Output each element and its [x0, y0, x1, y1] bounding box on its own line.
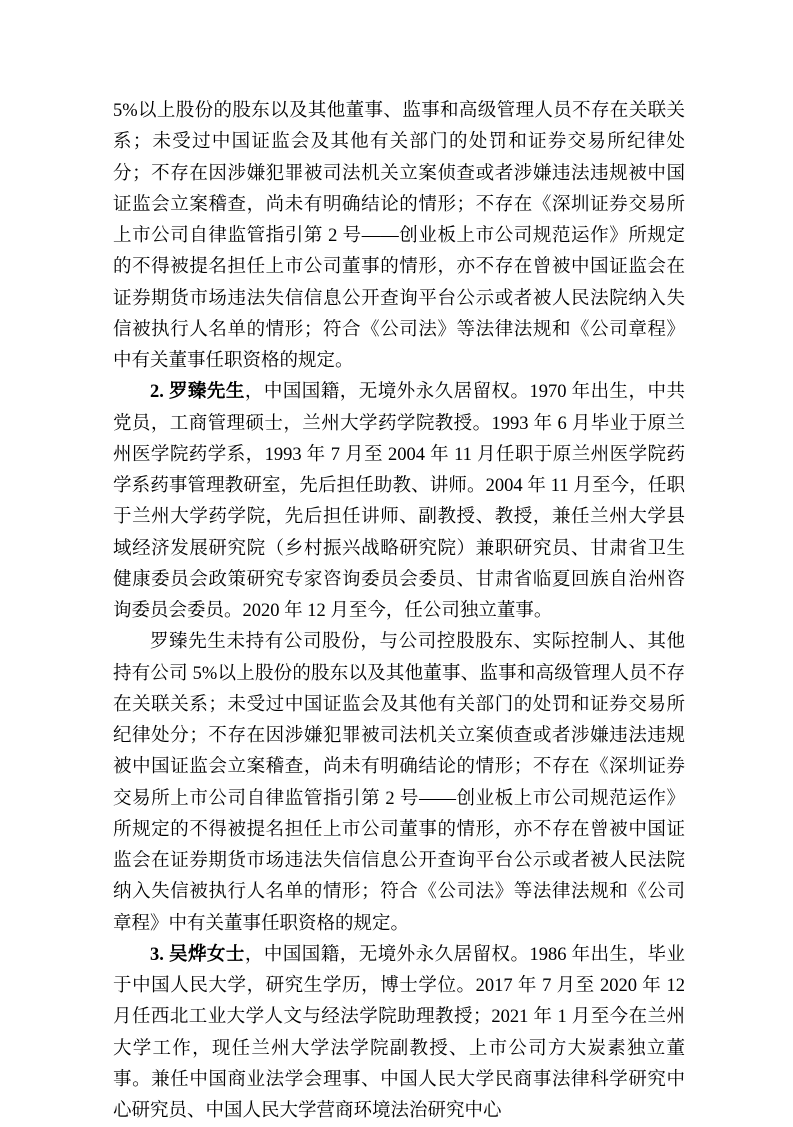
- paragraph-director2-bio: [113, 377, 685, 627]
- director3-name-bold: 3. 吴烨女士: [150, 944, 245, 965]
- director2-name-bold: 2. 罗臻先生: [150, 382, 245, 403]
- paragraph-text: 罗臻先生未持有公司股份，与公司控股股东、实际控制人、其他持有公司 5%以上股份的股东以及其他董事、监事和高级管理人员不存在关联关系；未受过中国证监会及其他有关部门的处罚和证券交易所纪律处分；不存在因涉嫌犯罪被司法机关立案侦查或者涉嫌违法违规被中国证监会立案稽查，尚未有明确结论的情形；不存在《深圳证券交易所上市公司自律监管指引第 2 号——创业板上市公司规范运作》所规定的不得被提名担任上市公司董事的情形，亦不存在曾被中国证监会在证券期货市场违法失信信息公开查询平台公示或者被人民法院纳入失信被执行人名单的情形；符合《公司法》等法律法规和《公司章程》中有关董事任职资格的规定。: [113, 632, 685, 934]
- paragraph-text: ，中国国籍，无境外永久居留权。1986 年出生，毕业于中国人民大学，研究生学历，博士学位。2017 年 7 月至 2020 年 12 月任西北工业大学人文与经法学院助理教授；2021 年 1 月至今在兰州大学工作，现任兰州大学法学院副教授、上市公司方大炭素独立董事。兼任中国商业法学会理事、中国人民大学民商事法律科学研究中心研究员、中国人民大学营商环境法治研究中心: [113, 944, 685, 1121]
- paragraph-director1-qualification-continued: [113, 96, 685, 377]
- paragraph-director3-bio: [113, 940, 685, 1127]
- paragraph-director2-qualification: [113, 627, 685, 940]
- paragraph-text: 5%以上股份的股东以及其他董事、监事和高级管理人员不存在关联关系；未受过中国证监会及其他有关部门的处罚和证券交易所纪律处分；不存在因涉嫌犯罪被司法机关立案侦查或者涉嫌违法违规被中国证监会立案稽查，尚未有明确结论的情形；不存在《深圳证券交易所上市公司自律监管指引第 2 号——创业板上市公司规范运作》所规定的不得被提名担任上市公司董事的情形，亦不存在曾被中国证监会在证券期货市场违法失信信息公开查询平台公示或者被人民法院纳入失信被执行人名单的情形；符合《公司法》等法律法规和《公司章程》中有关董事任职资格的规定。: [113, 101, 685, 371]
- document-body: [113, 96, 685, 1127]
- paragraph-text: ，中国国籍，无境外永久居留权。1970 年出生，中共党员，工商管理硕士，兰州大学药学院教授。1993 年 6 月毕业于原兰州医学院药学系，1993 年 7 月至 2004 年 11 月任职于原兰州医学院药学系药事管理教研室，先后担任助教、讲师。2004 年 11 月至今，任职于兰州大学药学院，先后担任讲师、副教授、教授，兼任兰州大学县域经济发展研究院（乡村振兴战略研究院）兼职研究员、甘肃省卫生健康委员会政策研究专家咨询委员会委员、甘肃省临夏回族自治州咨询委员会委员。2020 年 12 月至今，任公司独立董事。: [113, 382, 685, 621]
